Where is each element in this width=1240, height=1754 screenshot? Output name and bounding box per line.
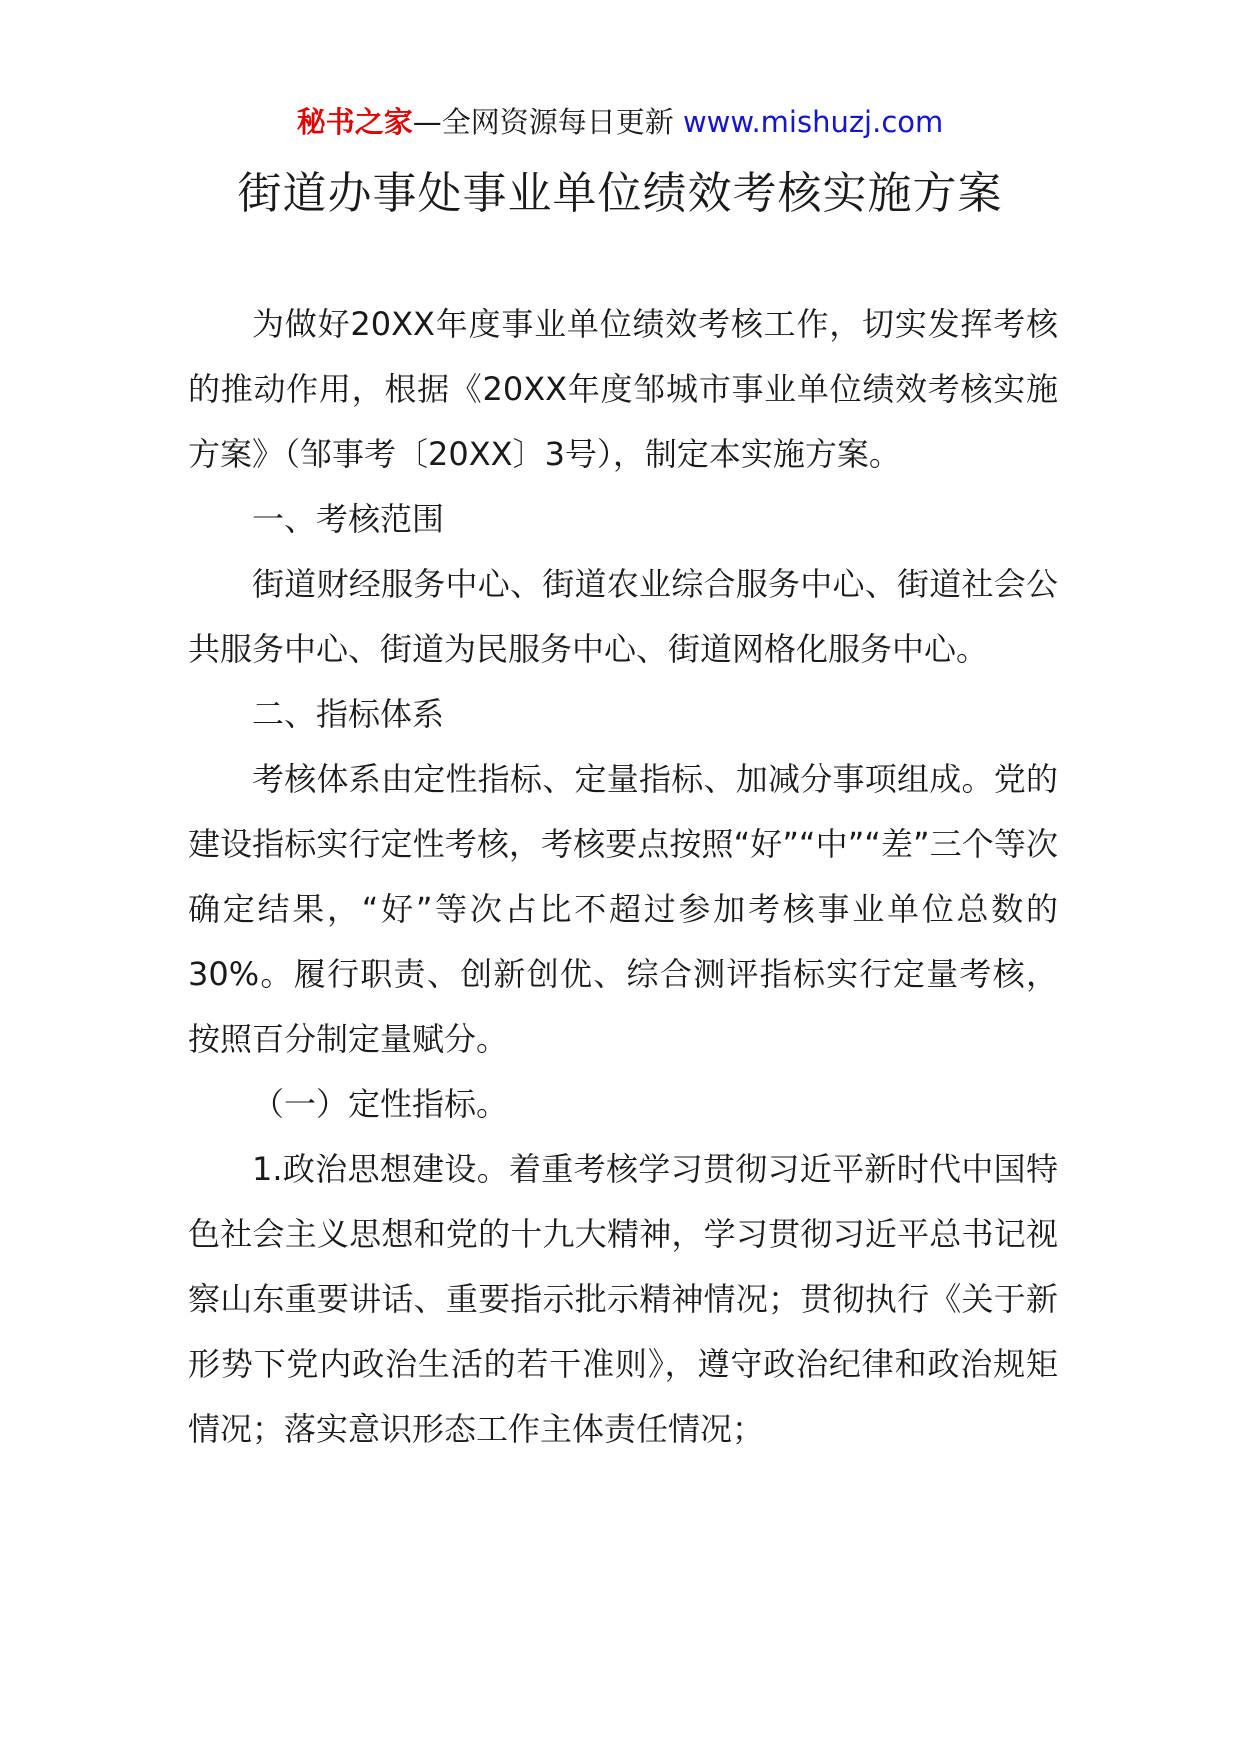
header-tagline: —全网资源每日更新 [412,105,674,139]
website-link[interactable]: www.mishuzj.com [682,105,944,139]
paragraph-indicators: 考核体系由定性指标、定量指标、加减分事项组成。党的建设指标实行定性考核，考核要点按照“好”“中”“差”三个等次确定结果，“好”等次占比不超过参加考核事业单位总数的30%。履行职责、创新创优、综合测评指标实行定量考核，按照百分制定量赋分。 [188,760,1058,1058]
brand-name: 秘书之家 [296,105,413,139]
site-header [0,102,1240,142]
document-body [188,292,1058,1462]
paragraph-political: 1.政治思想建设。着重考核学习贯彻习近平新时代中国特色社会主义思想和党的十九大精神，学习贯彻习近平总书记视察山东重要讲话、重要指示批示精神情况；贯彻执行《关于新形势下党内政治生活的若干准则》，遵守政治纪律和政治规矩情况；落实意识形态工作主体责任情况； [188,1150,1058,1448]
paragraph-intro: 为做好20XX年度事业单位绩效考核工作，切实发挥考核的推动作用，根据《20XX年度邹城市事业单位绩效考核实施方案》（邹事考〔20XX〕3号），制定本实施方案。 [188,305,1058,473]
section-heading-indicators: 二、指标体系 [252,695,445,733]
section-heading-scope: 一、考核范围 [252,500,445,538]
paragraph-scope: 街道财经服务中心、街道农业综合服务中心、街道社会公共服务中心、街道为民服务中心、街道网格化服务中心。 [188,565,1058,668]
document-title: 街道办事处事业单位绩效考核实施方案 [237,168,1003,219]
subsection-heading-qualitative: （一）定性指标。 [252,1085,509,1123]
